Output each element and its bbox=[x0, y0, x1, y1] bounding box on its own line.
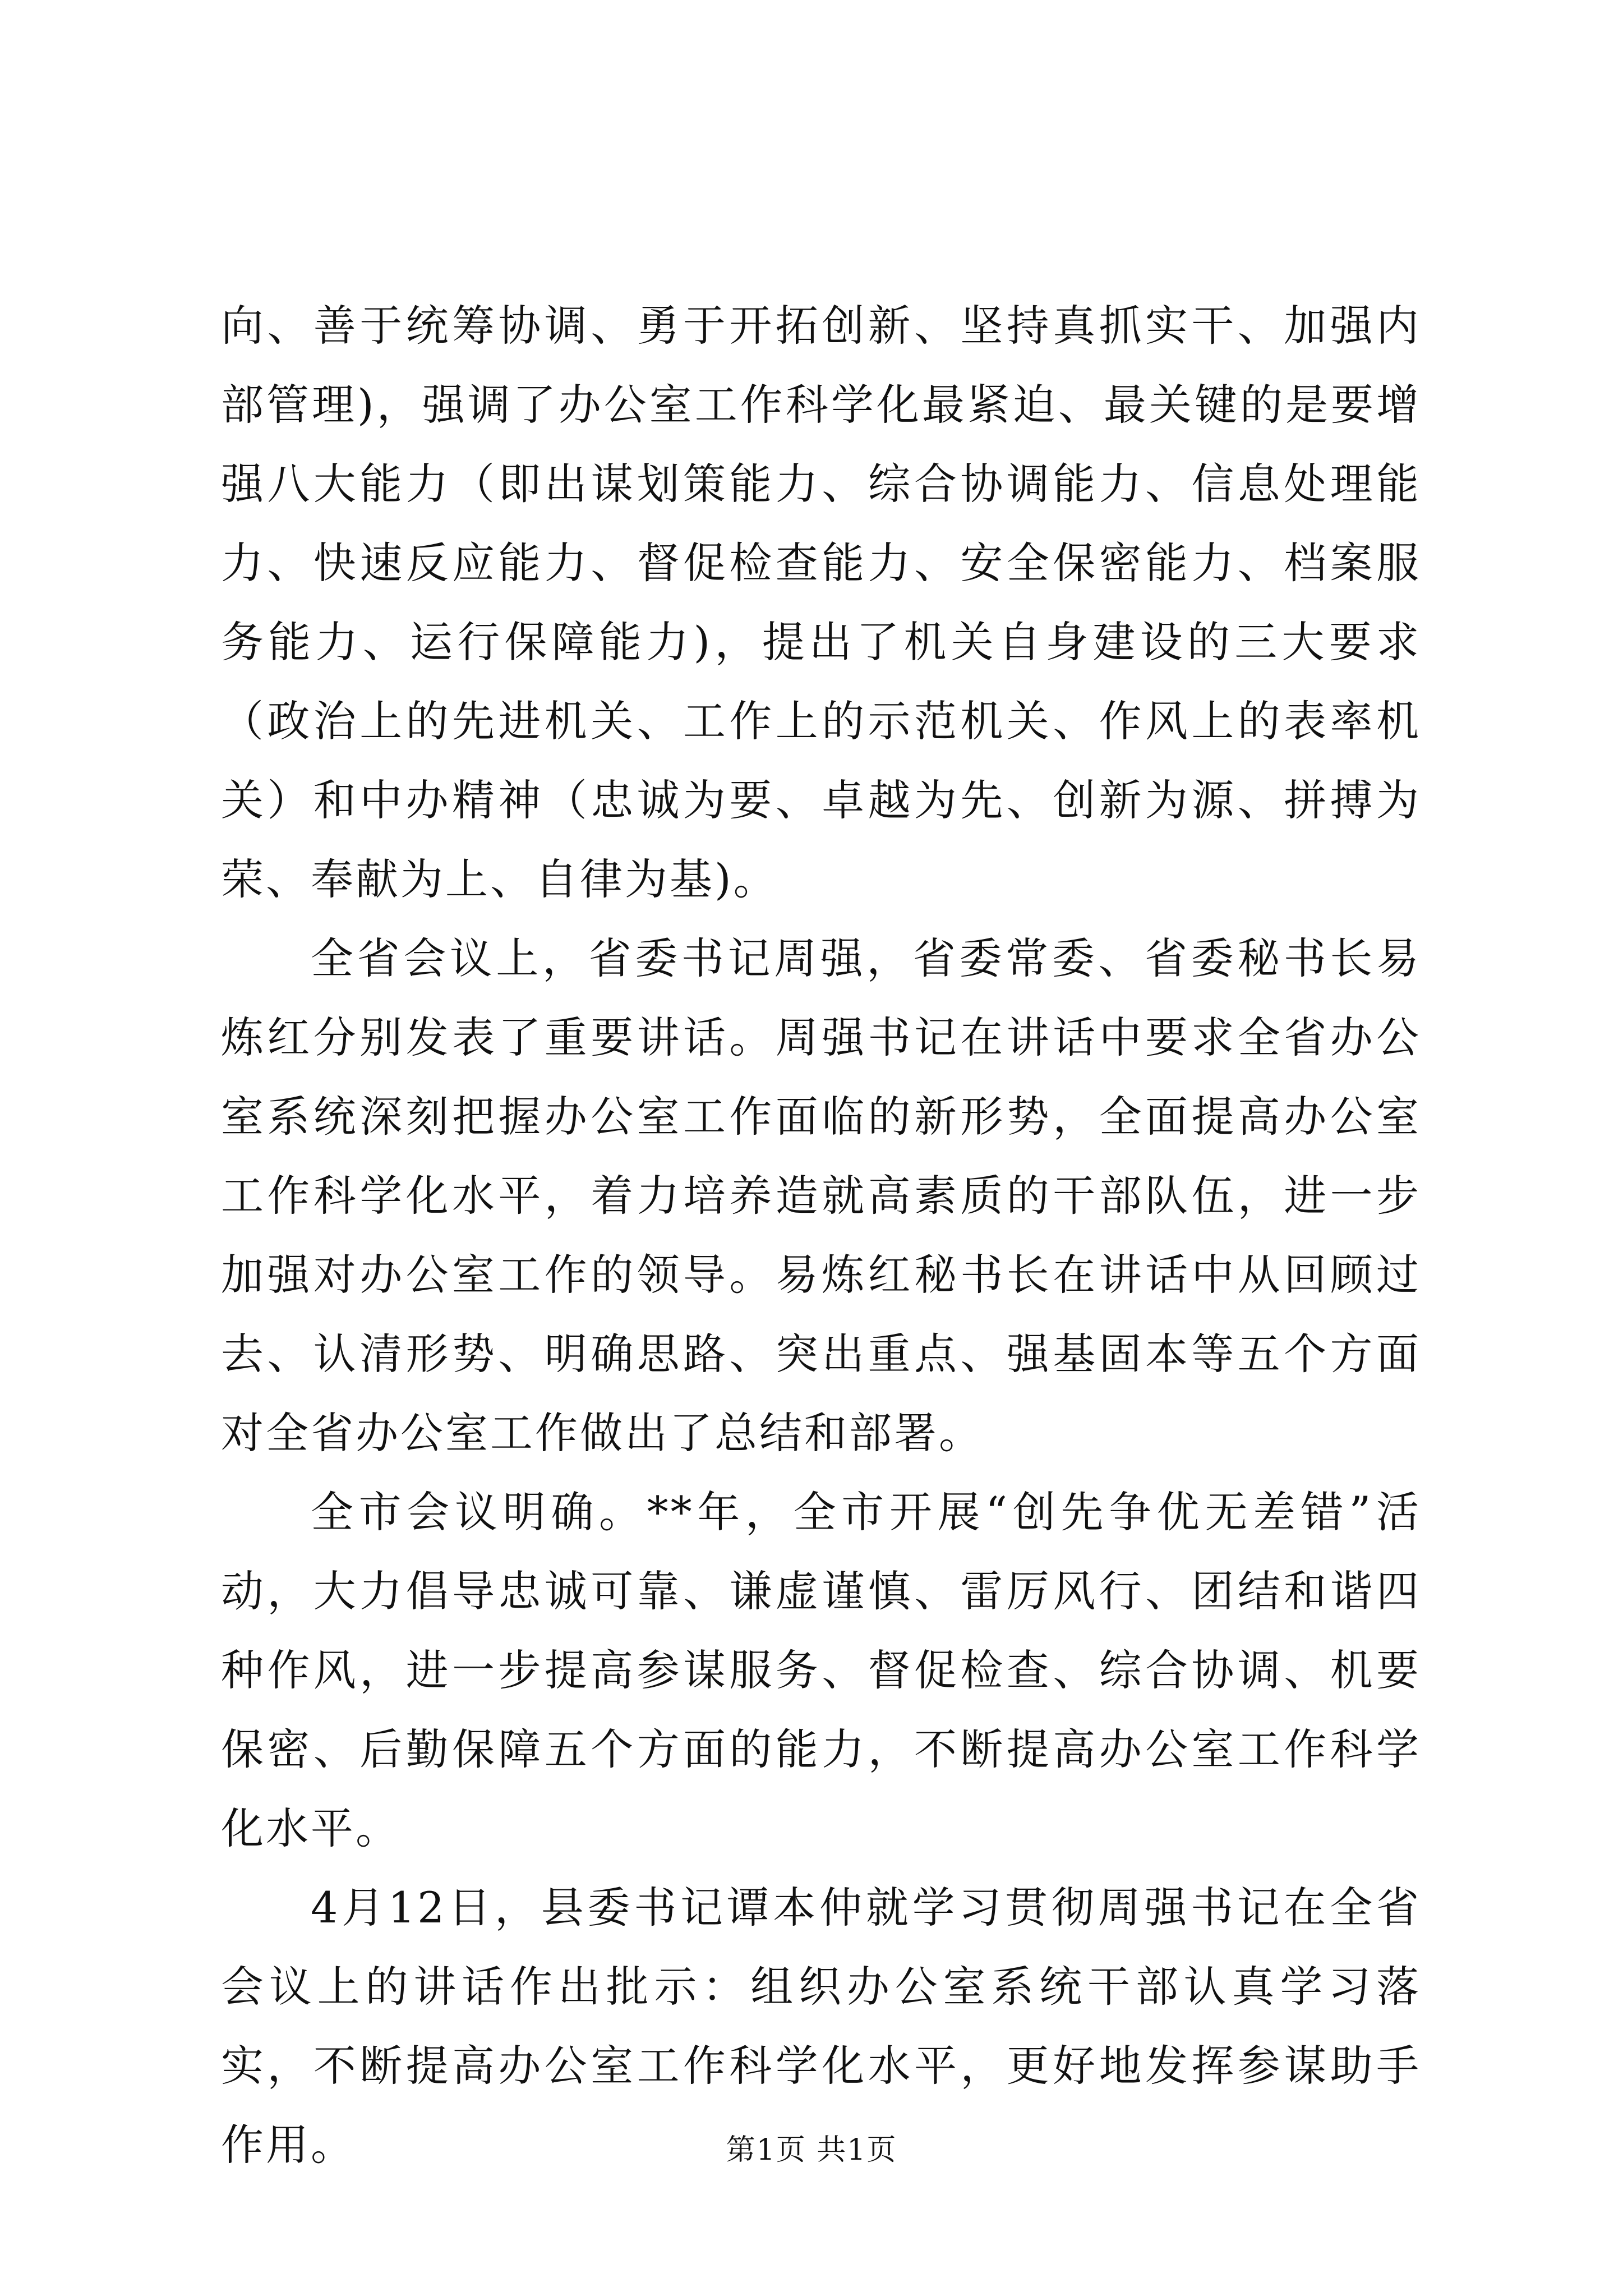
paragraph-city-meeting: 全市会议明确。**年，全市开展“创先争优无差错”活动，大力倡导忠诚可靠、谦虚谨慎、雷厉风行、团结和谐四种作风，进一步提高参谋服务、督促检查、综合协调、机要保密、后勤保障五个方面的能力，不断提高办公室工作科学化水平。 bbox=[221, 1487, 1421, 1853]
paragraph-provincial-meeting: 全省会议上，省委书记周强，省委常委、省委秘书长易炼红分别发表了重要讲话。周强书记在讲话中要求全省办公室系统深刻把握办公室工作面临的新形势，全面提高办公室工作科学化水平，着力培养造就高素质的干部队伍，进一步加强对办公室工作的领导。易炼红秘书长在讲话中从回顾过去、认清形势、明确思路、突出重点、强基固本等五个方面对全省办公室工作做出了总结和部署。 bbox=[221, 933, 1421, 1458]
paragraph-county-instruction: 4月12日，县委书记谭本仲就学习贯彻周强书记在全省会议上的讲话作出批示：组织办公室系统干部认真学习落实，不断提高办公室工作科学化水平，更好地发挥参谋助手作用。 bbox=[221, 1883, 1421, 2170]
document-body bbox=[221, 286, 1421, 2184]
page-footer bbox=[0, 2126, 1623, 2168]
paragraph-continuation: 向、善于统筹协调、勇于开拓创新、坚持真抓实干、加强内部管理)，强调了办公室工作科学化最紧迫、最关键的是要增强八大能力（即出谋划策能力、综合协调能力、信息处理能力、快速反应能力、督促检查能力、安全保密能力、档案服务能力、运行保障能力)，提出了机关自身建设的三大要求（政治上的先进机关、工作上的示范机关、作风上的表率机关）和中办精神（忠诚为要、卓越为先、创新为源、拼搏为荣、奉献为上、自律为基)。 bbox=[221, 301, 1421, 904]
page-number-label: 第1页 共1页 bbox=[726, 2133, 897, 2167]
